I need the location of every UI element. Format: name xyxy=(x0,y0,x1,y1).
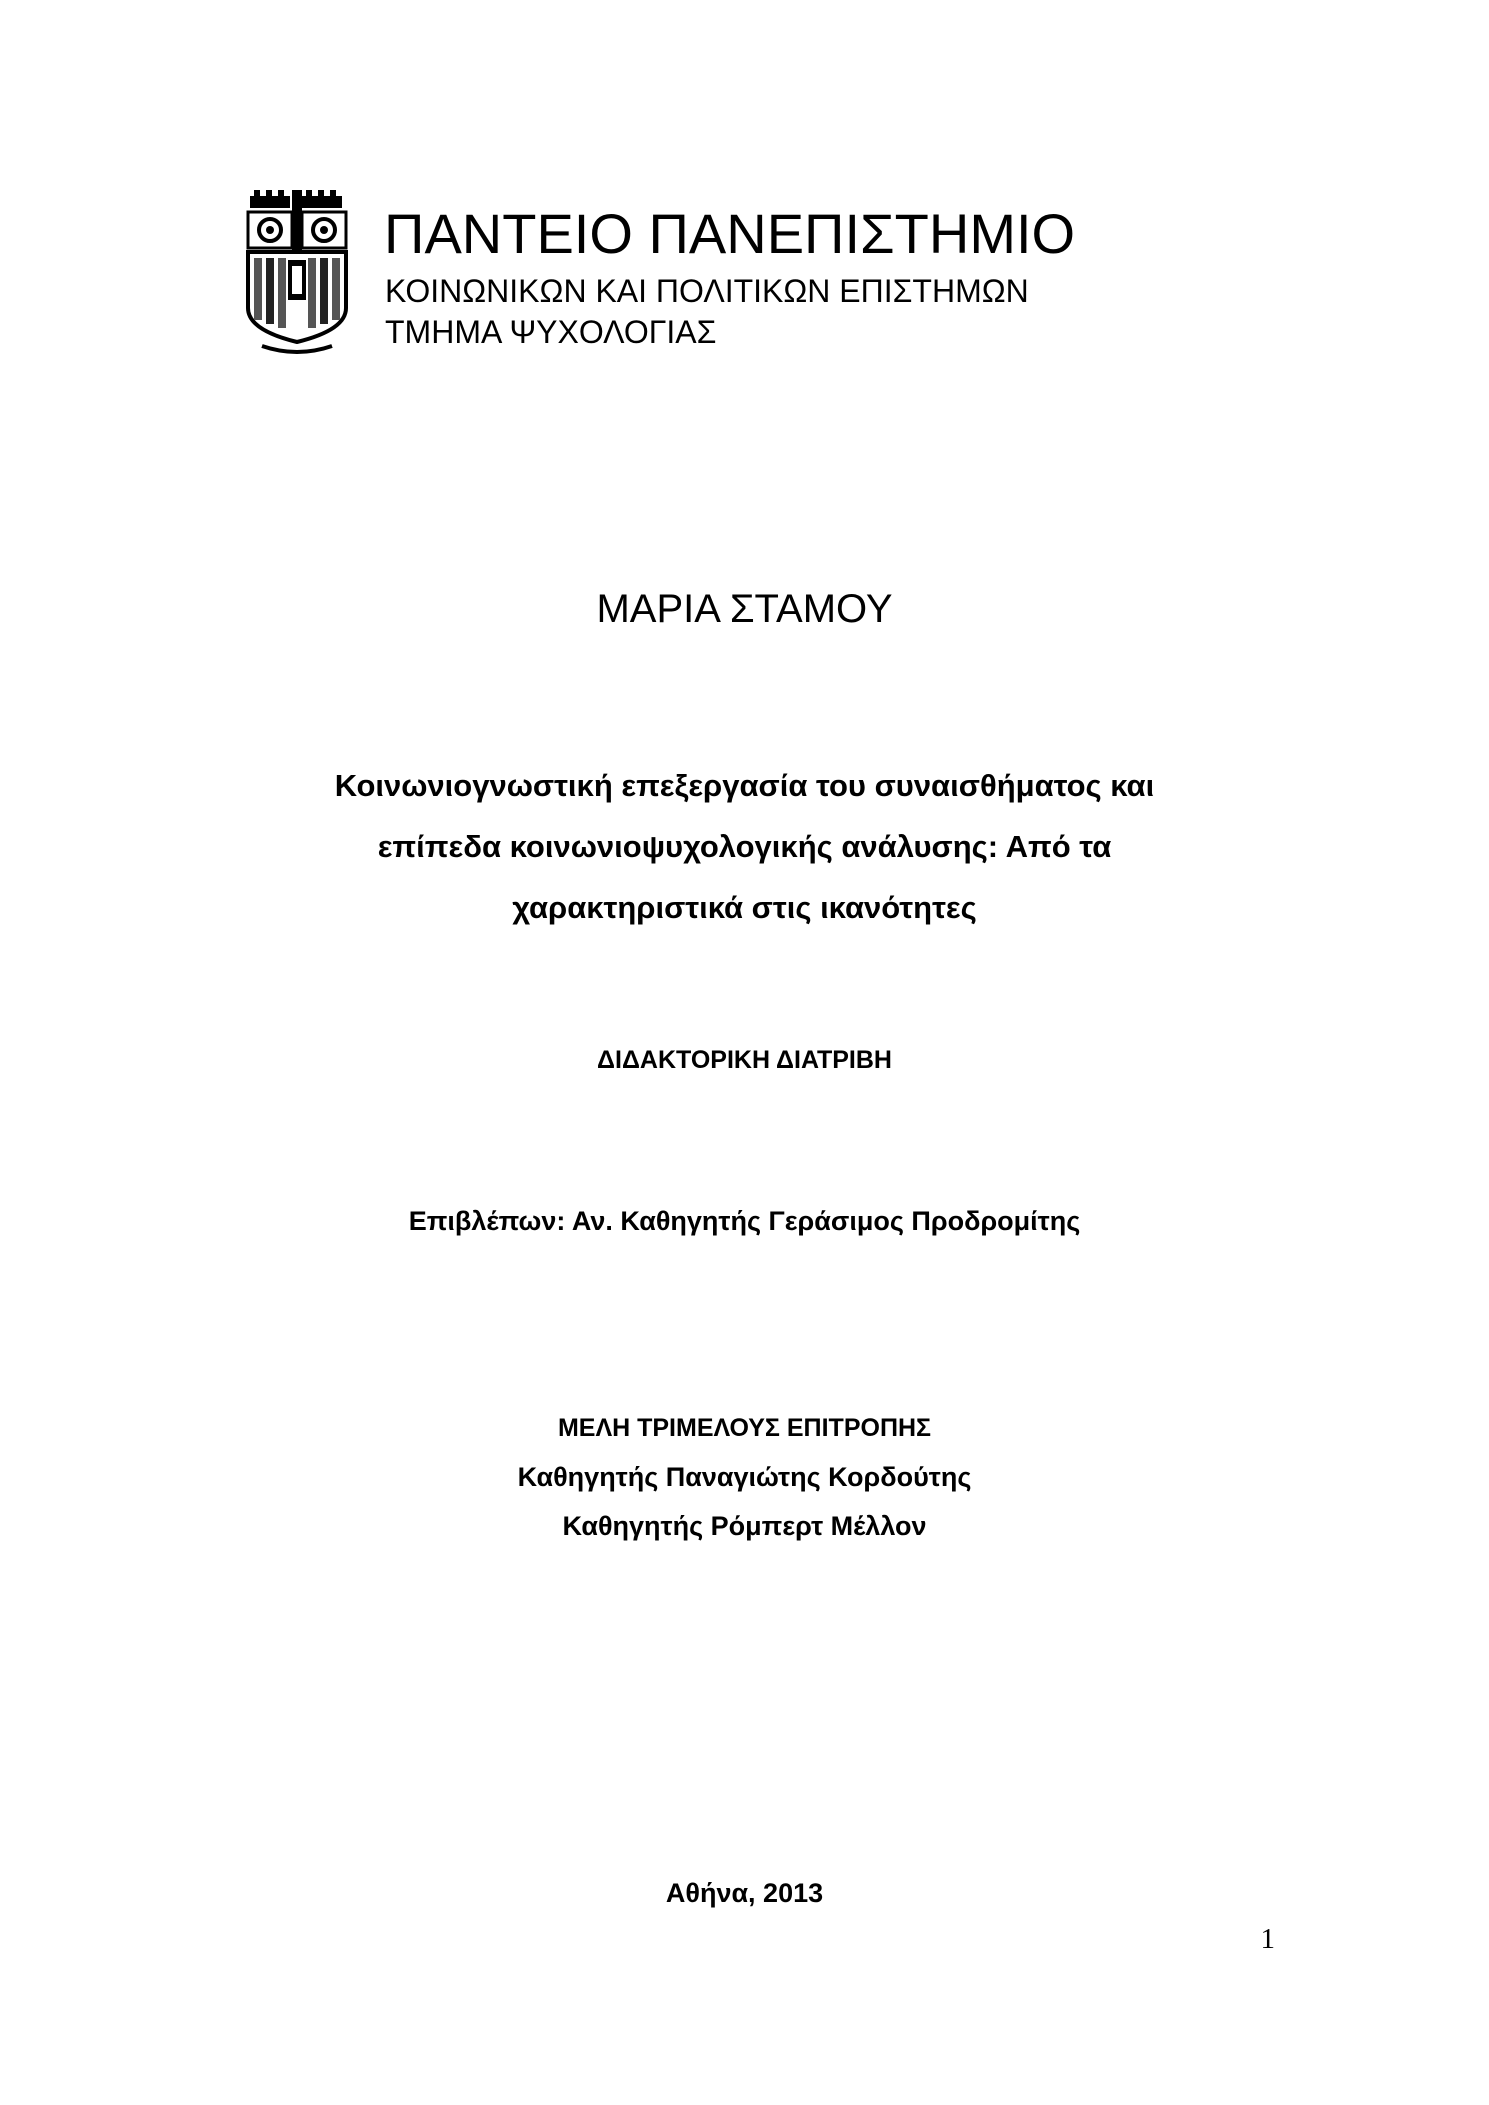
thesis-title xyxy=(0,755,1489,938)
document-type: ΔΙΔΑΚΤΟΡΙΚΗ ΔΙΑΤΡΙΒΗ xyxy=(597,1046,892,1074)
panteion-university-emblem-icon xyxy=(244,190,350,355)
committee-block xyxy=(0,1404,1489,1551)
university-name: ΠΑΝΤΕΙΟ ΠΑΝΕΠΙΣΤΗΜΙΟ xyxy=(384,202,1076,265)
page-number: 1 xyxy=(1260,1923,1275,1955)
department-name: ΤΜΗΜΑ ΨΥΧΟΛΟΓΙΑΣ xyxy=(385,314,717,350)
committee-member: Καθηγητής Παναγιώτης Κορδούτης xyxy=(517,1462,972,1492)
author-name: ΜΑΡΙΑ ΣΤΑΜΟΥ xyxy=(596,587,893,631)
place-date: Αθήνα, 2013 xyxy=(665,1878,824,1908)
thesis-title-line: χαρακτηριστικά στις ικανότητες xyxy=(512,890,977,925)
thesis-title-line: Κοινωνιογνωστική επεξεργασία του συναισθήματος και xyxy=(334,768,1155,803)
thesis-title-line: επίπεδα κοινωνιοψυχολογικής ανάλυσης: Από τα xyxy=(377,829,1112,864)
committee-member: Καθηγητής Ρόμπερτ Μέλλον xyxy=(562,1511,927,1541)
faculty-name: ΚΟΙΝΩΝΙΚΩΝ ΚΑΙ ΠΟΛΙΤΙΚΩΝ ΕΠΙΣΤΗΜΩΝ xyxy=(385,273,1029,309)
supervisor: Επιβλέπων: Αν. Καθηγητής Γεράσιμος Προδρομίτης xyxy=(408,1206,1081,1236)
committee-heading: ΜΕΛΗ ΤΡΙΜΕΛΟΥΣ ΕΠΙΤΡΟΠΗΣ xyxy=(557,1414,932,1442)
